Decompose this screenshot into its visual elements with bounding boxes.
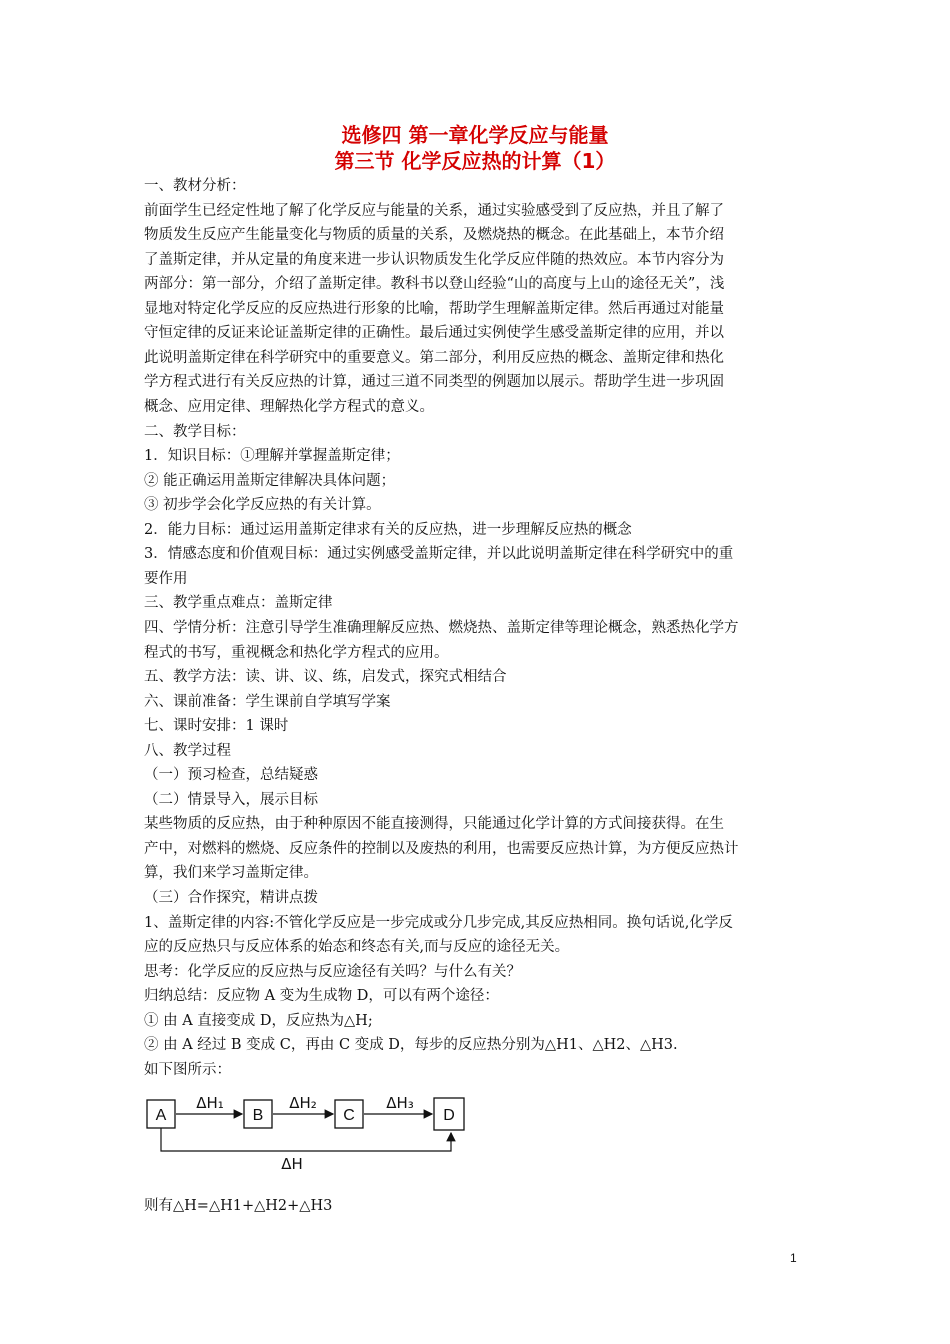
text-line: 2．能力目标：通过运用盖斯定律求有关的反应热，进一步理解反应热的概念: [144, 521, 632, 538]
box-b-label: B: [252, 1107, 264, 1124]
text-line: 某些物质的反应热，由于种种原因不能直接测得，只能通过化学计算的方式间接获得。在生: [144, 816, 724, 833]
arrow-label-dh3: ΔH₃: [386, 1094, 414, 1112]
hess-law-diagram: [140, 1090, 480, 1176]
text-line: 前面学生已经定性地了解了化学反应与能量的关系，通过实验感受到了反应热，并且了解了: [144, 202, 724, 219]
text-line: 应的反应热只与反应体系的始态和终态有关,而与反应的途径无关。: [144, 939, 570, 956]
text-line: 产中，对燃料的燃烧、反应条件的控制以及废热的利用，也需要反应热计算，为方便反应热计: [144, 840, 739, 857]
text-line: （二）情景导入，展示目标: [144, 791, 318, 808]
text-line: 八、教学过程: [144, 742, 231, 759]
text-line: 概念、应用定律、理解热化学方程式的意义。: [144, 399, 434, 415]
text-line: 此说明盖斯定律在科学研究中的重要意义。第二部分，利用反应热的概念、盖斯定律和热化: [144, 349, 724, 366]
text-line: ① 由 A 直接变成 D，反应热为△H;: [144, 1012, 373, 1029]
result-equation: 则有△H=△H1+△H2+△H3: [144, 1198, 333, 1214]
direct-path-label: ΔH: [281, 1155, 303, 1173]
text-line: 物质发生反应产生能量变化与物质的质量的关系，及燃烧热的概念。在此基础上，本节介绍: [144, 227, 724, 244]
arrow-label-dh2: ΔH₂: [289, 1094, 317, 1112]
document-title: 选修四 第一章化学反应与能量: [341, 123, 609, 147]
box-c-label: C: [343, 1107, 355, 1124]
text-line: ② 能正确运用盖斯定律解决具体问题；: [144, 472, 396, 489]
arrow-label-dh1: ΔH₁: [196, 1094, 224, 1112]
text-line: 守恒定律的反证来论证盖斯定律的正确性。最后通过实例使学生感受盖斯定律的应用，并以: [144, 325, 724, 342]
text-line: 两部分：第一部分，介绍了盖斯定律。教科书以登山经验“山的高度与上山的途径无关”，浅: [144, 276, 725, 293]
text-line: 一、教材分析：: [144, 178, 246, 194]
box-a-label: A: [155, 1107, 167, 1124]
text-line: 1、盖斯定律的内容:不管化学反应是一步完成或分几步完成,其反应热相同。换句话说,化学反: [144, 914, 733, 931]
text-line: （三）合作探究，精讲点拨: [144, 890, 318, 906]
text-line: 三、教学重点难点：盖斯定律: [144, 595, 333, 612]
direct-path-arrow: [161, 1128, 451, 1151]
text-line: 学方程式进行有关反应热的计算，通过三道不同类型的例题加以展示。帮助学生进一步巩固: [144, 374, 724, 391]
text-line: 程式的书写，重视概念和热化学方程式的应用。: [144, 644, 449, 661]
text-line: （一）预习检查，总结疑惑: [144, 767, 318, 784]
box-d-label: D: [443, 1107, 455, 1124]
text-line: 二、教学目标：: [144, 423, 246, 440]
text-line: 六、课前准备：学生课前自学填写学案: [144, 693, 391, 710]
text-line: ③ 初步学会化学反应热的有关计算。: [144, 497, 381, 514]
text-line: ② 由 A 经过 B 变成 C，再由 C 变成 D，每步的反应热分别为△H1、△H2、△H3.: [144, 1037, 678, 1054]
section-title: 第三节 化学反应热的计算（1）: [334, 149, 616, 173]
text-line: 了盖斯定律，并从定量的角度来进一步认识物质发生化学反应伴随的热效应。本节内容分为: [144, 251, 724, 268]
text-line: 显地对特定化学反应的反应热进行形象的比喻，帮助学生理解盖斯定律。然后再通过对能量: [144, 300, 724, 317]
text-line: 如下图所示：: [144, 1061, 231, 1078]
text-line: 五、教学方法：读、讲、议、练，启发式，探究式相结合: [144, 669, 507, 685]
text-line: 要作用: [144, 570, 188, 587]
text-line: 归纳总结：反应物 A 变为生成物 D，可以有两个途径：: [144, 988, 499, 1005]
text-line: 七、课时安排：1 课时: [144, 718, 289, 735]
page-number: 1: [790, 1251, 797, 1265]
text-line: 四、学情分析：注意引导学生准确理解反应热、燃烧热、盖斯定律等理论概念，熟悉热化学方: [144, 619, 739, 636]
text-line: 1．知识目标：①理解并掌握盖斯定律；: [144, 448, 400, 465]
text-line: 算，我们来学习盖斯定律。: [144, 865, 318, 882]
text-line: 3．情感态度和价值观目标：通过实例感受盖斯定律，并以此说明盖斯定律在科学研究中的重: [144, 546, 734, 563]
text-line: 思考：化学反应的反应热与反应途径有关吗？与什么有关？: [144, 963, 521, 980]
